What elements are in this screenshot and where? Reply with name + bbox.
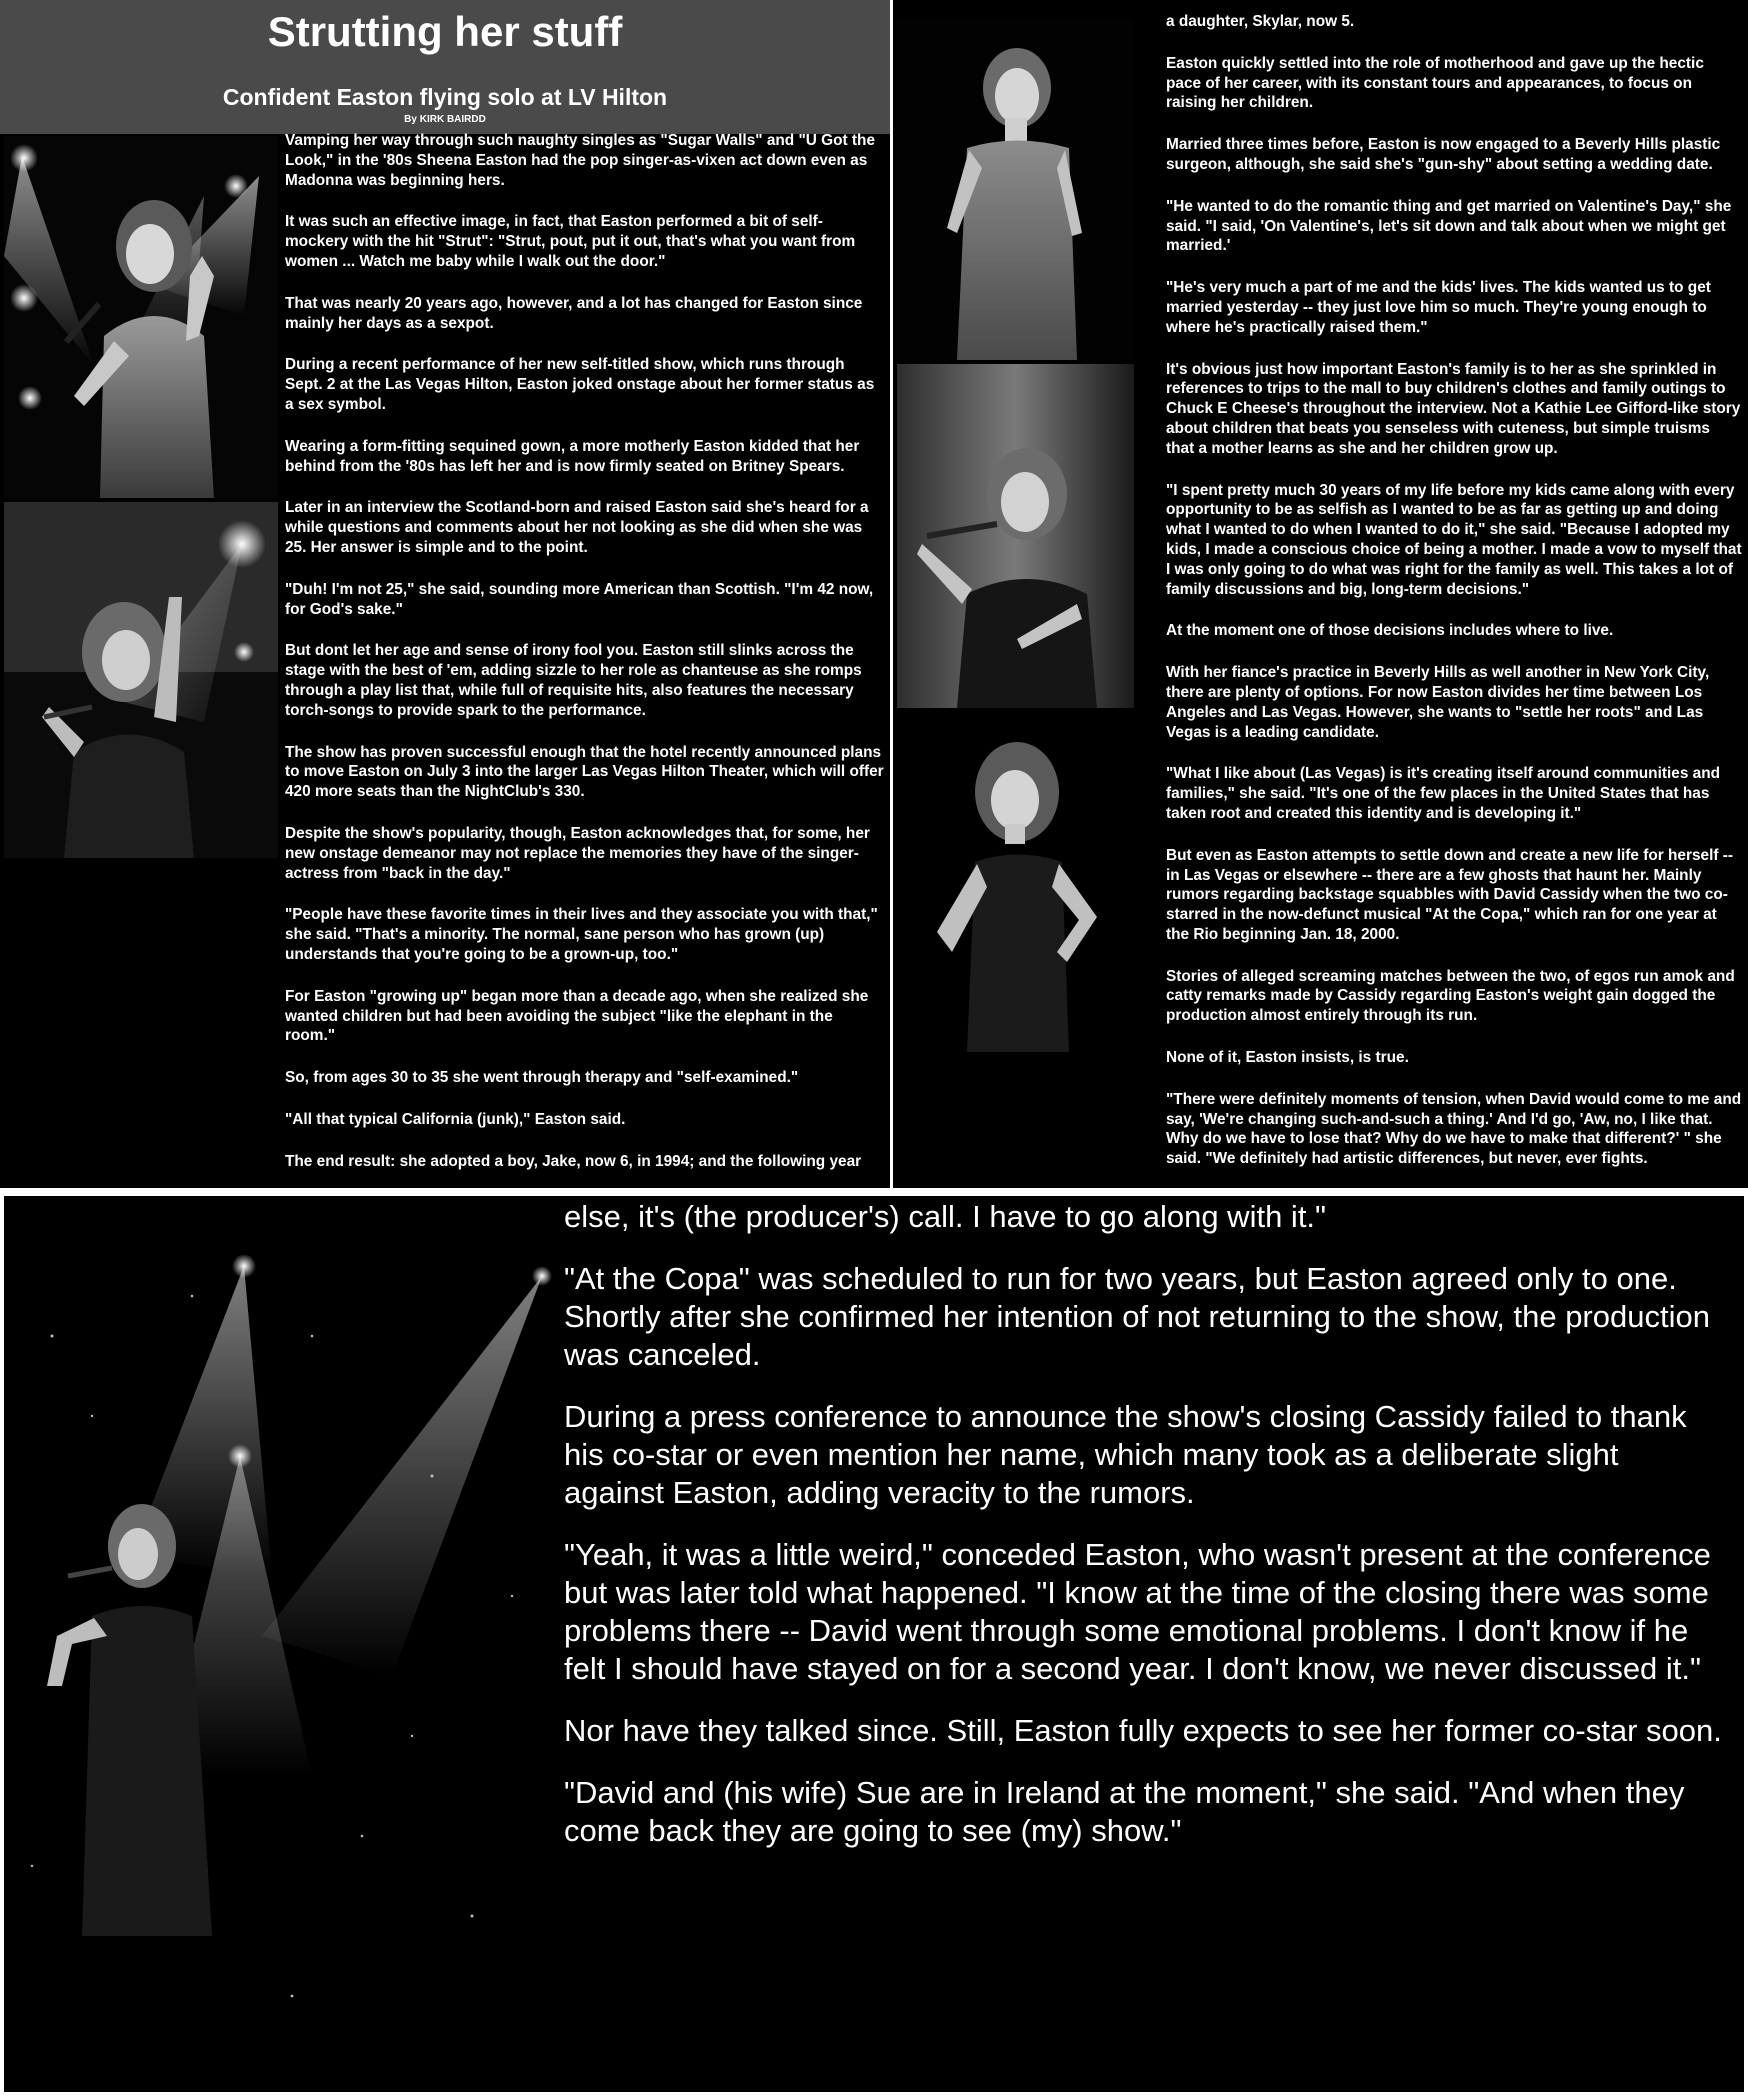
paragraph: "David and (his wife) Sue are in Ireland at the moment," she said. "And when they come back they are going to see (my) show."	[564, 1775, 1685, 1848]
paragraph: That was nearly 20 years ago, however, and a lot has changed for Easton since mainly her days as a sexpot.	[285, 294, 863, 332]
paragraph: "At the Copa" was scheduled to run for two years, but Easton agreed only to one. Shortly after she confirmed her intention of not returning to the show, the production was canceled.	[564, 1261, 1710, 1372]
paragraph: Vamping her way through such naughty singles as "Sugar Walls" and "U Got the Look," in the '80s Sheena Easton had the pop singer-as-vixen act down even as Madonna was beginning hers.	[285, 132, 876, 189]
paragraph: Easton quickly settled into the role of motherhood and gave up the hectic pace of her career, with its constant tours and appearances, to focus on raising her children.	[1166, 54, 1704, 112]
paragraph: But dont let her age and sense of irony fool you. Easton still slinks across the stage with the best of 'em, adding sizzle to her role as chanteuse as she romps through a play list that, while full of requisite hits, also features the necessary torch-songs to provide spark to the performance.	[285, 642, 862, 719]
subheadline: Confident Easton flying solo at LV Hilton	[222, 84, 668, 110]
singer-photo-hand-on-hip	[897, 712, 1134, 1062]
paragraph: Wearing a form-fitting sequined gown, a more motherly Easton kidded that her behind from the '80s has left her and is now firmly seated on Britney Spears.	[285, 437, 860, 475]
article-column-3	[564, 1198, 1724, 1874]
paragraph: During a press conference to announce the show's closing Cassidy failed to thank his co-star or even mention her name, which many took as a deliberate slight against Easton, adding veracity to the rumors.	[564, 1399, 1687, 1510]
singer-photo-stage-spotlights	[12, 1216, 552, 2092]
paragraph: "He's very much a part of me and the kids' lives. The kids wanted us to get married yesterday -- they just love him so much. They're young enough to where he's practically raised them."	[1166, 279, 1711, 336]
singer-photo-pointing	[4, 502, 278, 858]
singer-photo-microphone	[897, 364, 1134, 708]
article-header	[0, 0, 890, 134]
article-column-1	[285, 131, 885, 1188]
article-page-1	[0, 0, 890, 1188]
paragraph: So, from ages 30 to 35 she went through therapy and "self-examined."	[285, 1069, 799, 1087]
paragraph: During a recent performance of her new self-titled show, which runs through Sept. 2 at the Las Vegas Hilton, Easton joked onstage about her former status as a sex symbol.	[285, 356, 875, 413]
byline: By KIRK BAIRDD	[404, 114, 486, 125]
paragraph: "All that typical California (junk)," Easton said.	[285, 1110, 626, 1128]
paragraph: "Duh! I'm not 25," she said, sounding more American than Scottish. "I'm 42 now, for God's sake."	[285, 580, 874, 618]
paragraph: It was such an effective image, in fact, that Easton performed a bit of self-mockery with the hit "Strut": "Strut, pout, put it out, that's what you want from women ... Watch me baby while I walk out the door."	[285, 213, 856, 270]
paragraph: With her fiance's practice in Beverly Hills as well another in New York City, there are plenty of options. For now Easton divides her time between Los Angeles and Las Vegas. However, she wants to "settle her roots" and Las Vegas is a leading candidate.	[1166, 664, 1710, 741]
paragraph: It's obvious just how important Easton's family is to her as she sprinkled in references to trips to the mall to buy children's clothes and family outings to Chuck E Cheese's throughout the interview. Not a Kathie Lee Gifford-like story about children that beats you senseless with cuteness, but simple truisms that a mother learns as she and her children grow up.	[1166, 360, 1741, 457]
paragraph: "I spent pretty much 30 years of my life before my kids came along with every opportunity to be as selfish as I wanted to be as far as getting up and doing what I wanted to do when I wanted to do it," she said. "Because I adopted my kids, I made a conscious choice of being a mother. I made a vow to myself that I was only going to do what was right for the family as well. This takes a lot of family discussions and big, long-term decisions."	[1166, 481, 1742, 598]
paragraph: "There were definitely moments of tension, when David would come to me and say, 'We're changing such-and-such a thing.' And I'd go, 'Aw, no, I like that. Why do we have to lose that? Why do we have to make that different?' " she said. "We definitely had artistic differences, but never, ever fights.	[1166, 1090, 1742, 1168]
paragraph: Nor have they talked since. Still, Easton fully expects to see her former co-star soon.	[564, 1713, 1722, 1748]
paragraph: The end result: she adopted a boy, Jake, now 6, in 1994; and the following year	[285, 1152, 862, 1170]
paragraph: None of it, Easton insists, is true.	[1166, 1049, 1409, 1067]
headline: Strutting her stuff	[267, 8, 623, 55]
singer-photo-gown	[897, 18, 1134, 360]
singer-photo-spotlights	[4, 136, 278, 498]
paragraph: "Yeah, it was a little weird," conceded Easton, who wasn't present at the conference but was later told what happened. "I know at the time of the closing there was some problems there -- David went through some emotional problems. I don't know if he felt I should have stayed on for a second year. I don't know, we never discussed it."	[564, 1537, 1711, 1686]
paragraph: a daughter, Skylar, now 5.	[1166, 13, 1355, 30]
paragraph: Despite the show's popularity, though, Easton acknowledges that, for some, her new onstage demeanor may not replace the memories they have of the singer-actress from "back in the day."	[285, 824, 870, 882]
paragraph: The show has proven successful enough that the hotel recently announced plans to move Easton on July 3 into the larger Las Vegas Hilton Theater, which will offer 420 more seats than the NightClub's 330.	[285, 743, 884, 801]
paragraph: else, it's (the producer's) call. I have to go along with it."	[564, 1199, 1327, 1234]
paragraph: For Easton "growing up" began more than a decade ago, when she realized she wanted children but had been avoiding the subject "like the elephant in the room."	[285, 987, 869, 1045]
paragraph: But even as Easton attempts to settle down and create a new life for herself -- in Las Vegas or elsewhere -- there are a few ghosts that haunt her. Mainly rumors regarding backstage squabbles with David Cassidy when the two co-starred in the now-defunct musical "At the Copa," which ran for one year at the Rio beginning Jan. 18, 2000.	[1166, 846, 1734, 943]
paragraph: Later in an interview the Scotland-born and raised Easton said she's heard for a while questions and comments about her not looking as she did when she was 25. Her answer is simple and to the point.	[285, 499, 869, 556]
paragraph: Married three times before, Easton is now engaged to a Beverly Hills plastic surgeon, although, she said she's "gun-shy" about setting a wedding date.	[1166, 136, 1721, 173]
paragraph: Stories of alleged screaming matches between the two, of egos run amok and catty remarks made by Cassidy regarding Easton's weight gain dogged the production almost entirely through its run.	[1166, 967, 1735, 1025]
paragraph: "He wanted to do the romantic thing and get married on Valentine's Day," she said. "I said, 'On Valentine's, let's sit down and talk about when we might get married.'	[1166, 197, 1732, 255]
paragraph: At the moment one of those decisions includes where to live.	[1166, 622, 1614, 640]
paragraph: "What I like about (Las Vegas) is it's creating itself around communities and families," she said. "It's one of the few places in the United States that has taken root and created this identity and is developing it."	[1166, 765, 1721, 822]
article-page-2	[893, 0, 1748, 1188]
article-column-2	[1166, 12, 1742, 1188]
article-page-3	[4, 1196, 1744, 2092]
paragraph: "People have these favorite times in their lives and they associate you with that," she said. "That's a minority. The normal, sane person who has grown (up) understands that you're going to be a grown-up, too."	[285, 906, 878, 963]
